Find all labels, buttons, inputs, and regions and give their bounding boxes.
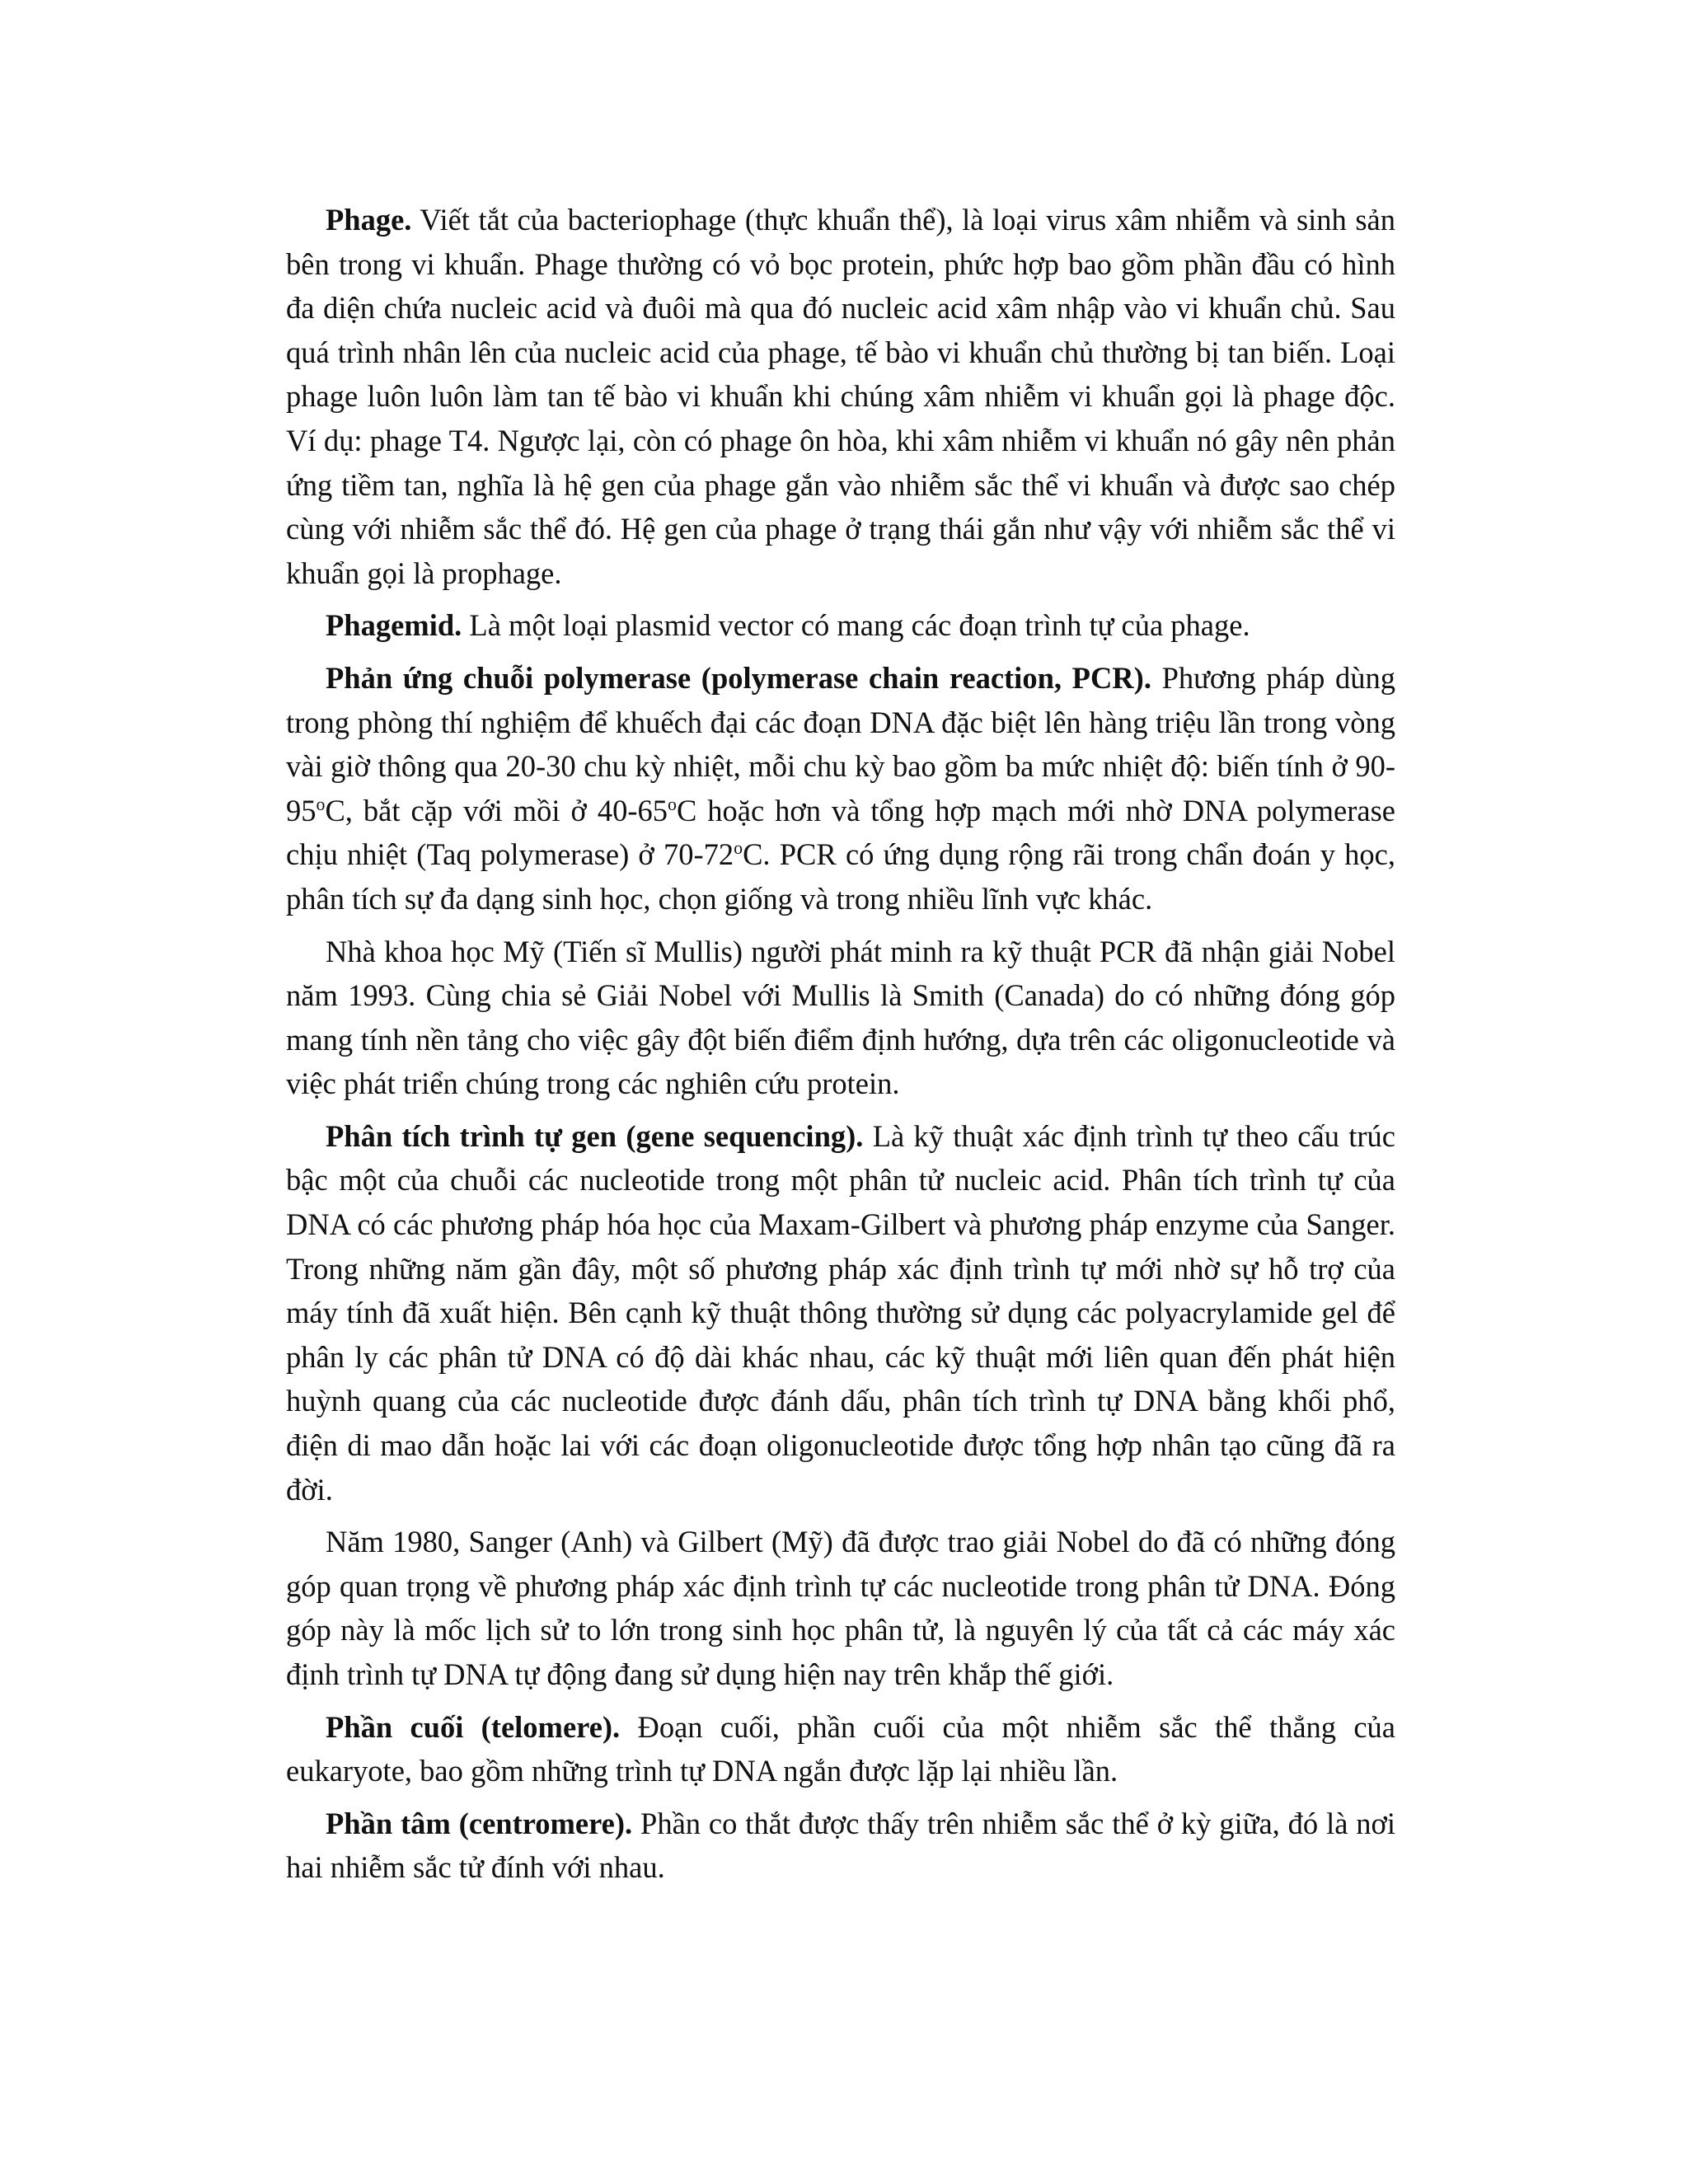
paragraph-sequencing-nobel <box>286 1520 1395 1696</box>
definition-text: Đoạn cuối, phần cuối của một nhiễm sắc thể thẳng của eukaryote, bao gồm những trình tự DNA ngắn được lặp lại nhiều lần. <box>286 1709 1395 1788</box>
definition-text: C hoặc hơn và tổng hợp mạch mới nhờ DNA polymerase chịu nhiệt (Taq polymerase) ở 70-72 <box>286 793 1395 872</box>
degree-superscript: o <box>668 793 677 814</box>
term-heading: Phagemid. <box>326 608 462 643</box>
definition-text: Là kỹ thuật xác định trình tự theo cấu trúc bậc một của chuỗi các nucleotide trong một phân tử nucleic acid. Phân tích trình tự của DNA có các phương pháp hóa học của Maxam-Gilbert và phương pháp enzyme của Sanger. Trong những năm gần đây, một số phương pháp xác định trình tự mới nhờ sự hỗ trợ của máy tính đã xuất hiện. Bên cạnh kỹ thuật thông thường sử dụng các polyacrylamide gel để phân ly các phân tử DNA có độ dài khác nhau, các kỹ thuật mới liên quan đến phát hiện huỳnh quang của các nucleotide được đánh dấu, phân tích trình tự DNA bằng khối phổ, điện di mao dẫn hoặc lai với các đoạn oligonucleotide được tổng hợp nhân tạo cũng đã ra đời. <box>286 1118 1395 1507</box>
glossary-entry-pcr <box>286 656 1395 921</box>
paragraph-pcr-nobel <box>286 930 1395 1106</box>
definition-text: C, bắt cặp với mồi ở 40-65 <box>325 793 668 827</box>
definition-text: Viết tắt của bacteriophage (thực khuẩn thể), là loại virus xâm nhiễm và sinh sản bên trong vi khuẩn. Phage thường có vỏ bọc protein, phức hợp bao gồm phần đầu có hình đa diện chứa nucleic acid và đuôi mà qua đó nucleic acid xâm nhập vào vi khuẩn chủ. Sau quá trình nhân lên của nucleic acid của phage, tế bào vi khuẩn chủ thường bị tan biến. Loại phage luôn luôn làm tan tế bào vi khuẩn khi chúng xâm nhiễm vi khuẩn gọi là phage độc. Ví dụ: phage T4. Ngược lại, còn có phage ôn hòa, khi xâm nhiễm vi khuẩn nó gây nên phản ứng tiềm tan, nghĩa là hệ gen của phage gắn vào nhiễm sắc thể vi khuẩn và được sao chép cùng với nhiễm sắc thể đó. Hệ gen của phage ở trạng thái gắn như vậy với nhiễm sắc thể vi khuẩn gọi là prophage. <box>286 203 1395 590</box>
term-heading: Phage. <box>326 203 412 237</box>
document-page <box>286 198 1395 1898</box>
term-heading: Phản ứng chuỗi polymerase (polymerase chain reaction, PCR). <box>326 660 1151 695</box>
body-text: Nhà khoa học Mỹ (Tiến sĩ Mullis) người phát minh ra kỹ thuật PCR đã nhận giải Nobel năm 1993. Cùng chia sẻ Giải Nobel với Mullis là Smith (Canada) do có những đóng góp mang tính nền tảng cho việc gây đột biến điểm định hướng, dựa trên các oligonucleotide và việc phát triển chúng trong các nghiên cứu protein. <box>286 934 1395 1101</box>
body-text: Năm 1980, Sanger (Anh) và Gilbert (Mỹ) đã được trao giải Nobel do đã có những đóng góp quan trọng về phương pháp xác định trình tự các nucleotide trong phân tử DNA. Đóng góp này là mốc lịch sử to lớn trong sinh học phân tử, là nguyên lý của tất cả các máy xác định trình tự DNA tự động đang sử dụng hiện nay trên khắp thế giới. <box>286 1525 1395 1691</box>
degree-superscript: o <box>316 793 326 814</box>
definition-text: Phần co thắt được thấy trên nhiễm sắc thể ở kỳ giữa, đó là nơi hai nhiễm sắc tử đính với nhau. <box>286 1806 1395 1885</box>
term-heading: Phân tích trình tự gen (gene sequencing). <box>326 1118 864 1153</box>
term-heading: Phần tâm (centromere). <box>326 1806 633 1840</box>
glossary-entry-phage <box>286 198 1395 595</box>
glossary-entry-telomere <box>286 1705 1395 1793</box>
glossary-entry-centromere <box>286 1802 1395 1890</box>
term-heading: Phần cuối (telomere). <box>326 1709 621 1744</box>
glossary-entry-gene-sequencing <box>286 1114 1395 1511</box>
definition-text: Phương pháp dùng trong phòng thí nghiệm để khuếch đại các đoạn DNA đặc biệt lên hàng triệu lần trong vòng vài giờ thông qua 20-30 chu kỳ nhiệt, mỗi chu kỳ bao gồm ba mức nhiệt độ: biến tính ở 90-95 <box>286 660 1395 827</box>
definition-text: Là một loại plasmid vector có mang các đoạn trình tự của phage. <box>462 608 1250 643</box>
degree-superscript: o <box>734 837 743 859</box>
glossary-entry-phagemid <box>286 603 1395 648</box>
definition-text: C. PCR có ứng dụng rộng rãi trong chẩn đoán y học, phân tích sự đa dạng sinh học, chọn giống và trong nhiều lĩnh vực khác. <box>286 837 1395 916</box>
